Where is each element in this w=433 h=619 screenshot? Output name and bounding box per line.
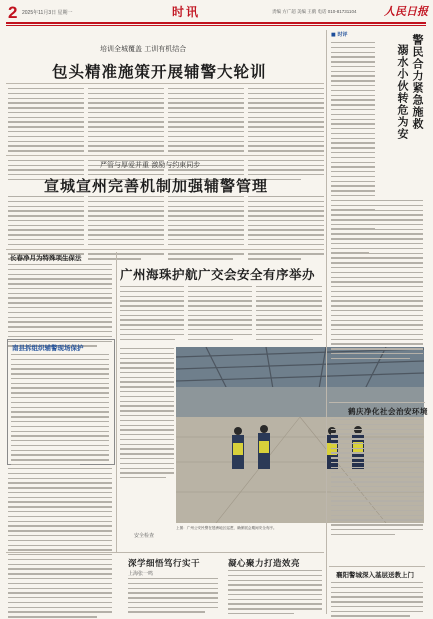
right-bottom-body bbox=[331, 582, 423, 617]
top-story-body-col4 bbox=[248, 88, 324, 180]
feature-left-divider bbox=[116, 252, 117, 552]
left-story-2-title: 南县拆组织辅警现场保护 bbox=[12, 344, 84, 352]
newspaper-logo: 人民日报 bbox=[384, 5, 428, 18]
feature-body-col1 bbox=[120, 286, 184, 340]
left-story-1-body bbox=[8, 264, 112, 347]
right-vertical-title-1: 警民合力紧急施救 bbox=[411, 34, 424, 130]
right-section-label: ■ 时评 bbox=[331, 32, 348, 38]
second-story-bottom-divider bbox=[6, 249, 324, 250]
left-story-3-title: 深学细悟笃行实干 bbox=[128, 559, 201, 569]
second-story-kicker: 严管与厚爱并重 激励与约束同步 bbox=[100, 161, 201, 169]
feature-body-col2 bbox=[188, 286, 252, 340]
left-story-3-tag: 上海张一鸣 bbox=[128, 571, 154, 577]
editor-credits: 责编 方广超 美编 王鹤 电话 010-81731104 bbox=[272, 9, 357, 14]
left-story-2-body bbox=[11, 354, 109, 465]
left-story-3-body bbox=[8, 468, 112, 618]
right-vertical-title-2: 溺水小伙转危为安 bbox=[396, 44, 409, 140]
header-rule-thin bbox=[6, 25, 426, 26]
right-column-divider bbox=[326, 30, 327, 614]
right-bottom-divider bbox=[329, 566, 425, 567]
top-story-title: 包头精准施策开展辅警大轮训 bbox=[52, 62, 267, 81]
top-story-body-col1 bbox=[8, 88, 84, 180]
bottom-mid-title: 凝心聚力打造效亮 bbox=[228, 559, 301, 569]
right-mid-divider bbox=[329, 402, 425, 403]
feature-side-label: 安全检查 bbox=[134, 533, 155, 539]
second-story-body-col4 bbox=[248, 196, 324, 260]
top-story-kicker: 培训全城覆盖 工训有机结合 bbox=[100, 45, 187, 53]
right-bottom-title: 襄阳警城深入基层送教上门 bbox=[336, 571, 414, 579]
top-story-divider bbox=[6, 83, 324, 84]
feature-sidebar-body bbox=[120, 348, 174, 478]
header-rule bbox=[6, 22, 426, 24]
page-number: 2 bbox=[8, 3, 18, 22]
section-title: 时讯 bbox=[172, 5, 201, 19]
feature-title: 广州海珠护航广交会安全有序举办 bbox=[120, 267, 316, 282]
second-story-body-col3 bbox=[168, 196, 244, 260]
feature-photo-caption: 上图：广州公安民警在琶洲地区巡逻，确保展会期间安全有序。 bbox=[176, 526, 277, 530]
feature-body-col3 bbox=[256, 286, 322, 340]
second-story-divider bbox=[6, 155, 324, 156]
issue-date: 2025年11月3日 星期一 bbox=[22, 10, 73, 16]
bottom-story-a-body bbox=[128, 578, 218, 613]
right-mid-body bbox=[331, 419, 423, 535]
right-mid-title: 鹤庆净化社会治安环境 bbox=[348, 407, 428, 416]
left-story-1-title: 长春净月为特殊项生保法 bbox=[10, 254, 82, 262]
feature-sidebar bbox=[120, 348, 174, 522]
second-story-title: 宣城宣州完善机制加强辅警管理 bbox=[44, 177, 269, 195]
bottom-divider bbox=[6, 552, 324, 553]
page-header bbox=[0, 0, 433, 30]
right-story-body bbox=[331, 200, 423, 359]
second-story-body-col1 bbox=[8, 196, 84, 260]
second-story-body-col2 bbox=[88, 196, 164, 260]
bottom-story-b-body bbox=[228, 570, 322, 614]
